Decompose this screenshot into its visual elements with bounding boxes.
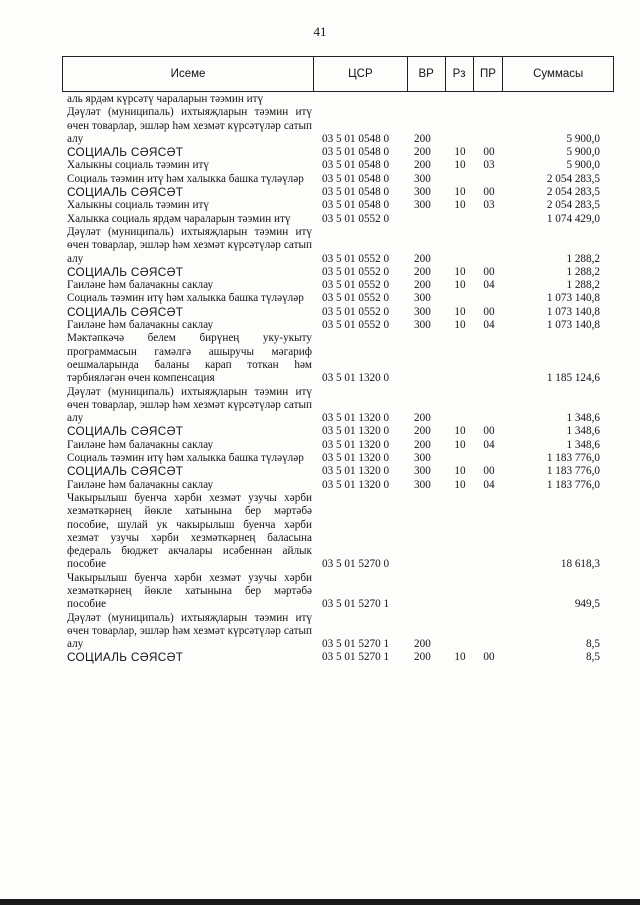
row-name: СОЦИАЛЬ СӘЯСӘТ <box>67 424 184 439</box>
table-row <box>62 146 614 159</box>
row-csr: 03 5 01 0548 0 <box>322 159 390 172</box>
row-sum: 1 288,2 <box>566 279 600 292</box>
row-vr: 200 <box>414 159 431 172</box>
row-csr: 03 5 01 5270 1 <box>322 638 390 651</box>
row-sum: 1 183 776,0 <box>546 478 600 491</box>
row-sum: 2 054 283,5 <box>546 186 600 199</box>
row-sum: 1 073 140,8 <box>546 305 600 318</box>
table-row <box>62 651 614 664</box>
row-sum: 5 900,0 <box>566 159 600 172</box>
row-vr: 300 <box>414 292 431 305</box>
row-csr: 03 5 01 5270 1 <box>322 651 390 664</box>
row-csr: 03 5 01 1320 0 <box>322 478 390 491</box>
row-sum: 2 054 283,5 <box>546 172 600 185</box>
row-name: Халыкка социаль ярдәм чараларын тәэмин итү <box>67 212 291 225</box>
table-row <box>62 266 614 279</box>
table-row <box>62 213 614 226</box>
row-csr: 03 5 01 0552 0 <box>322 212 390 225</box>
row-sum: 1 185 124,6 <box>546 372 600 385</box>
table-body <box>62 92 614 665</box>
row-vr: 200 <box>414 425 431 438</box>
row-pr: 00 <box>483 186 495 199</box>
row-vr: 200 <box>414 412 431 425</box>
row-rz: 10 <box>454 319 466 332</box>
row-name: СОЦИАЛЬ СӘЯСӘТ <box>67 464 184 479</box>
row-name: Социаль тәэмин итү һәм халыкка башка түләүләр <box>67 172 304 185</box>
row-vr: 200 <box>414 252 431 265</box>
row-sum: 5 900,0 <box>566 146 600 159</box>
table-row <box>62 612 614 652</box>
table-row <box>62 572 614 612</box>
row-vr: 300 <box>414 186 431 199</box>
row-rz: 10 <box>454 159 466 172</box>
row-name: Гаиләне һәм балачакны саклау <box>67 438 214 451</box>
row-rz: 10 <box>454 305 466 318</box>
table-row <box>62 479 614 492</box>
row-pr: 03 <box>483 199 495 212</box>
row-name: Дәүләт (муниципаль) ихтыяҗларын тәэмин итү өчен товарлар, эшләр һәм хезмәт күрсәтүләр сатып алу <box>67 611 312 651</box>
budget-table <box>62 56 614 665</box>
row-vr: 300 <box>414 478 431 491</box>
table-header <box>62 56 614 92</box>
row-vr: 200 <box>414 638 431 651</box>
row-pr: 03 <box>483 159 495 172</box>
row-sum: 1 074 429,0 <box>546 212 600 225</box>
row-csr: 03 5 01 1320 0 <box>322 452 390 465</box>
row-name: Халыкны социаль тәэмин итү <box>67 159 209 172</box>
row-name: Социаль тәэмин итү һәм халыкка башка түләүләр <box>67 452 304 465</box>
row-csr: 03 5 01 0552 0 <box>322 319 390 332</box>
row-name: СОЦИАЛЬ СӘЯСӘТ <box>67 145 184 160</box>
header-pr: ПР <box>474 57 504 91</box>
row-csr: 03 5 01 0548 0 <box>322 186 390 199</box>
row-name: Дәүләт (муниципаль) ихтыяҗларын тәэмин итү өчен товарлар, эшләр һәм хезмәт күрсәтүләр сатып алу <box>67 385 312 425</box>
row-name: Чакырылыш буенча хәрби хезмәт узучы хәрби хезмәткәрнең йөкле хатынына бер мәртәбә пособие <box>67 571 312 611</box>
row-name: СОЦИАЛЬ СӘЯСӘТ <box>67 185 184 200</box>
row-sum: 1 288,2 <box>566 252 600 265</box>
row-name: Гаиләне һәм балачакны саклау <box>67 279 214 292</box>
row-rz: 10 <box>454 146 466 159</box>
table-row <box>62 186 614 199</box>
row-pr: 00 <box>483 465 495 478</box>
row-csr: 03 5 01 0548 0 <box>322 199 390 212</box>
table-row <box>62 279 614 292</box>
row-name: Чакырылыш буенча хәрби хезмәт узучы хәрби хезмәткәрнең йөкле хатынына бер мәртәбә пособие, шулай ук чакырылыш буенча хәрби хезмәт узучы хәрби хезмәткәрнең баласына федераль бюджет акчалары исәбеннән айлык пособие <box>67 491 312 571</box>
row-sum: 8,5 <box>586 651 600 664</box>
header-csr: ЦСР <box>314 57 408 91</box>
row-name: Социаль тәэмин итү һәм халыкка башка түләүләр <box>67 292 304 305</box>
table-row <box>62 292 614 305</box>
row-csr: 03 5 01 1320 0 <box>322 372 390 385</box>
row-csr: 03 5 01 1320 0 <box>322 412 390 425</box>
table-row <box>62 173 614 186</box>
row-rz: 10 <box>454 438 466 451</box>
table-row <box>62 306 614 319</box>
row-name: Гаиләне һәм балачакны саклау <box>67 319 214 332</box>
row-vr: 300 <box>414 319 431 332</box>
row-sum: 1 073 140,8 <box>546 292 600 305</box>
row-name: СОЦИАЛЬ СӘЯСӘТ <box>67 304 184 319</box>
row-name: СОЦИАЛЬ СӘЯСӘТ <box>67 264 184 279</box>
row-rz: 10 <box>454 186 466 199</box>
row-sum: 2 054 283,5 <box>546 199 600 212</box>
row-name: Мәктәпкәчә белем бирүнең уку-укыту программасын гамәлгә ашыручы мәгариф оешмаларында баланы карап тоткан һәм тәрбияләгән өчен компенсация <box>67 332 312 385</box>
row-rz: 10 <box>454 425 466 438</box>
table-row <box>62 319 614 332</box>
row-vr: 200 <box>414 651 431 664</box>
row-sum: 1 288,2 <box>566 265 600 278</box>
table-row <box>62 332 614 385</box>
row-csr: 03 5 01 1320 0 <box>322 425 390 438</box>
row-csr: 03 5 01 0548 0 <box>322 146 390 159</box>
row-sum: 1 183 776,0 <box>546 465 600 478</box>
row-csr: 03 5 01 0552 0 <box>322 292 390 305</box>
table-row <box>62 452 614 465</box>
row-csr: 03 5 01 0548 0 <box>322 132 390 145</box>
row-csr: 03 5 01 1320 0 <box>322 438 390 451</box>
header-sum: Суммасы <box>533 68 584 80</box>
row-name: аль ярдәм күрсәтү чараларын тәэмин итү <box>67 93 264 105</box>
row-name: СОЦИАЛЬ СӘЯСӘТ <box>67 650 184 665</box>
row-sum: 1 348,6 <box>566 412 600 425</box>
row-name: Халыкны социаль тәэмин итү <box>67 199 209 212</box>
table-row <box>62 439 614 452</box>
row-pr: 04 <box>483 319 495 332</box>
row-rz: 10 <box>454 199 466 212</box>
row-csr: 03 5 01 5270 0 <box>322 558 390 571</box>
row-csr: 03 5 01 0548 0 <box>322 172 390 185</box>
row-vr: 200 <box>414 279 431 292</box>
table-row <box>62 106 614 146</box>
row-sum: 1 073 140,8 <box>546 319 600 332</box>
table-row <box>62 425 614 438</box>
table-row <box>62 93 614 106</box>
row-vr: 300 <box>414 172 431 185</box>
row-sum: 1 183 776,0 <box>546 452 600 465</box>
row-pr: 04 <box>483 279 495 292</box>
page-bottom-edge <box>0 899 640 905</box>
row-vr: 200 <box>414 265 431 278</box>
header-vr: ВР <box>408 57 446 91</box>
row-pr: 00 <box>483 146 495 159</box>
row-name: Гаиләне һәм балачакны саклау <box>67 478 214 491</box>
row-sum: 1 348,6 <box>566 438 600 451</box>
table-row <box>62 159 614 172</box>
row-rz: 10 <box>454 478 466 491</box>
row-rz: 10 <box>454 265 466 278</box>
row-sum: 5 900,0 <box>566 132 600 145</box>
row-vr: 200 <box>414 438 431 451</box>
table-row <box>62 386 614 426</box>
row-csr: 03 5 01 0552 0 <box>322 279 390 292</box>
table-row <box>62 226 614 266</box>
row-sum: 1 348,6 <box>566 425 600 438</box>
row-name: Дәүләт (муниципаль) ихтыяҗларын тәэмин итү өчен товарлар, эшләр һәм хезмәт күрсәтүләр сатып алу <box>67 106 312 145</box>
row-csr: 03 5 01 5270 1 <box>322 598 390 611</box>
row-sum: 18 618,3 <box>560 558 600 571</box>
row-csr: 03 5 01 0552 0 <box>322 252 390 265</box>
table-row <box>62 199 614 212</box>
row-pr: 00 <box>483 305 495 318</box>
row-name: Дәүләт (муниципаль) ихтыяҗларын тәэмин итү өчен товарлар, эшләр һәм хезмәт күрсәтүләр сатып алу <box>67 225 312 265</box>
row-vr: 300 <box>414 465 431 478</box>
header-rz: Рз <box>446 57 474 91</box>
row-rz: 10 <box>454 465 466 478</box>
row-vr: 300 <box>414 305 431 318</box>
row-pr: 04 <box>483 478 495 491</box>
row-csr: 03 5 01 1320 0 <box>322 465 390 478</box>
row-pr: 04 <box>483 438 495 451</box>
row-rz: 10 <box>454 651 466 664</box>
row-vr: 200 <box>414 132 431 145</box>
header-name: Исеме <box>63 57 314 91</box>
row-sum: 8,5 <box>586 638 600 651</box>
row-pr: 00 <box>483 265 495 278</box>
row-csr: 03 5 01 0552 0 <box>322 265 390 278</box>
row-pr: 00 <box>483 651 495 664</box>
row-vr: 200 <box>414 146 431 159</box>
row-rz: 10 <box>454 279 466 292</box>
table-row <box>62 465 614 478</box>
table-row <box>62 492 614 572</box>
row-vr: 300 <box>414 452 431 465</box>
row-sum: 949,5 <box>574 598 600 611</box>
row-pr: 00 <box>483 425 495 438</box>
row-vr: 300 <box>414 199 431 212</box>
page-number: 41 <box>313 24 327 39</box>
row-csr: 03 5 01 0552 0 <box>322 305 390 318</box>
